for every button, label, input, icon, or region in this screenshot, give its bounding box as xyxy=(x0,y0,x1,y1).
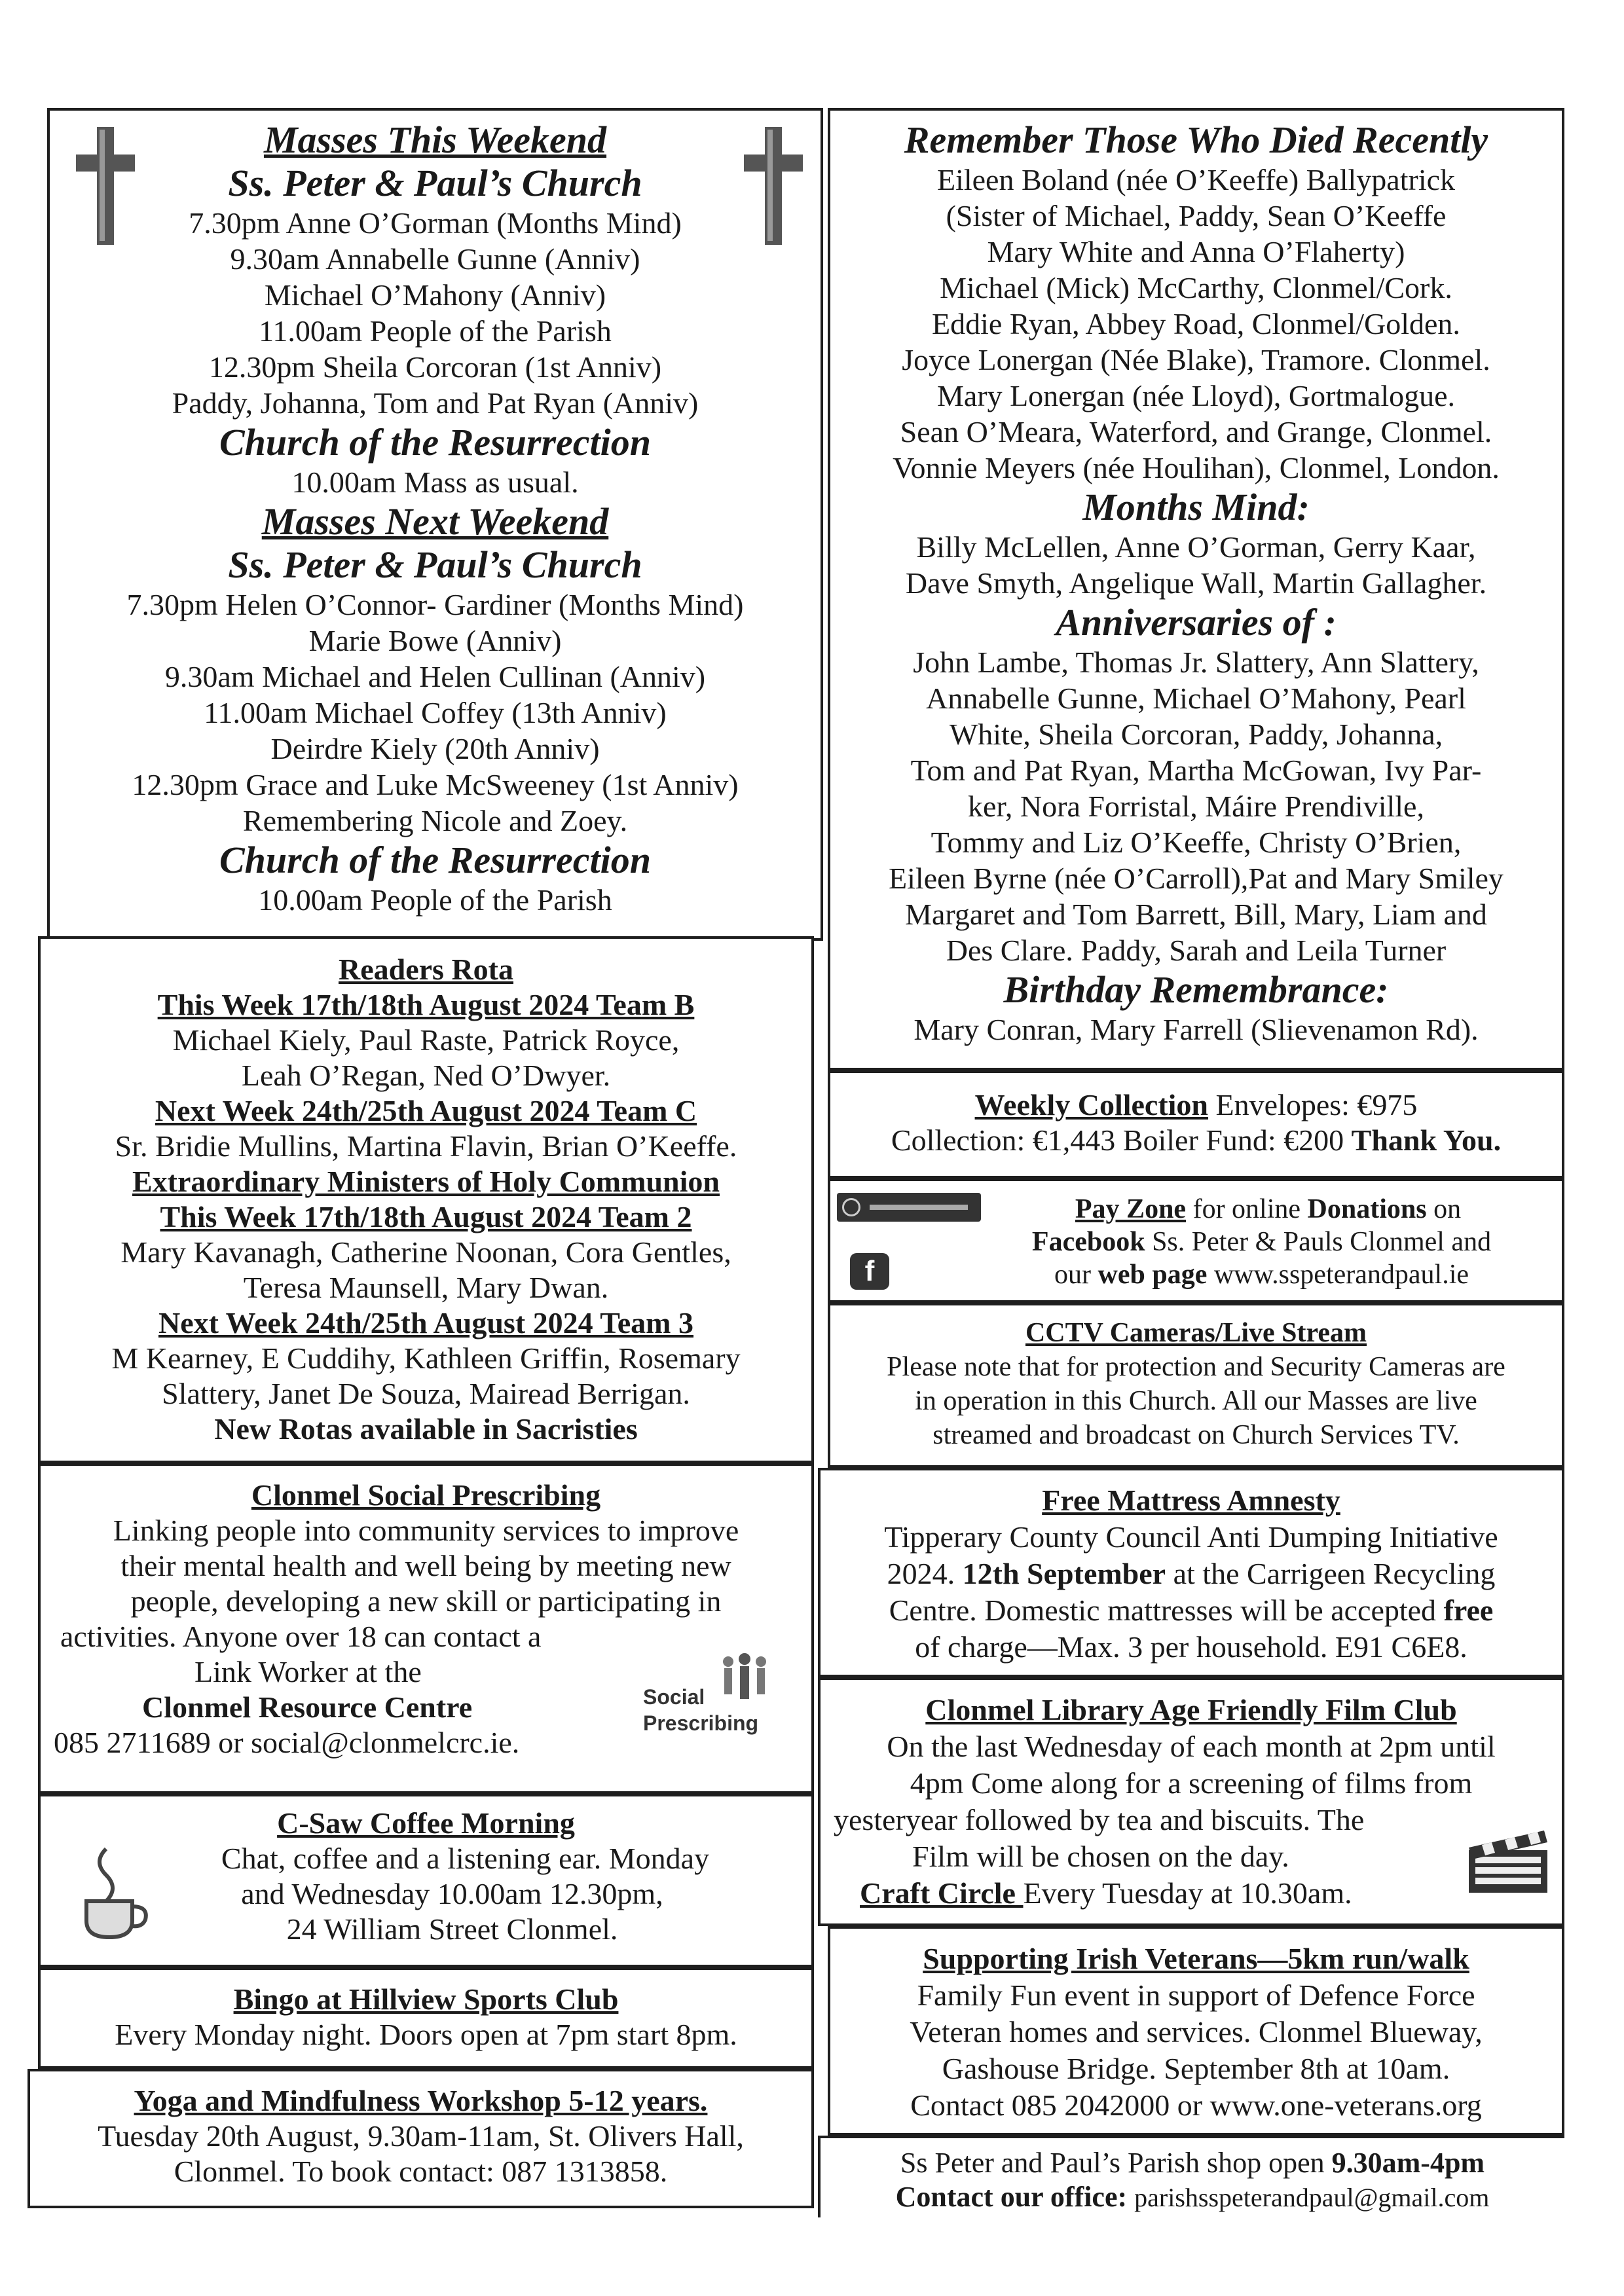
collection-box xyxy=(828,1070,1564,1178)
csaw-title: C-Saw Coffee Morning xyxy=(277,1806,575,1840)
shop-text: Ss Peter and Paul’s Parish shop open xyxy=(900,2147,1332,2179)
logo-text: Prescribing xyxy=(643,1711,759,1735)
rota-week-heading: This Week 17th/18th August 2024 Team 2 xyxy=(160,1200,692,1233)
masses-weekend-heading: Masses This Weekend xyxy=(263,118,607,161)
people-icon xyxy=(715,1652,774,1705)
library-line: yesteryear followed by tea and biscuits. The xyxy=(834,1803,1365,1836)
yoga-box xyxy=(28,2069,814,2208)
mass-line: 9.30am Michael and Helen Cullinan (Anniv) xyxy=(164,660,706,693)
readers-rota-title: Readers Rota xyxy=(339,953,513,986)
csaw-box xyxy=(38,1794,814,1967)
collection-envelopes: Envelopes: €975 xyxy=(1208,1088,1418,1121)
anniv-line: Tommy and Liz O’Keeffe, Christy O’Brien, xyxy=(931,826,1462,859)
remember-line: Michael (Mick) McCarthy, Clonmel/Cork. xyxy=(940,271,1452,304)
mattress-date: 12th September xyxy=(962,1557,1166,1590)
mass-line: Deirdre Kiely (20th Anniv) xyxy=(270,732,600,765)
collection-thanks: Thank You. xyxy=(1351,1123,1502,1157)
mass-line: Paddy, Johanna, Tom and Pat Ryan (Anniv) xyxy=(172,386,699,420)
parish-shop-box xyxy=(818,2136,1564,2217)
mattress-line: Tipperary County Council Anti Dumping Initiative xyxy=(884,1520,1498,1554)
mattress-box xyxy=(818,1468,1564,1677)
shop-hours: 9.30am-4pm xyxy=(1331,2147,1485,2179)
facebook-icon: f xyxy=(850,1253,889,1290)
anniv-line: Des Clare. Paddy, Sarah and Leila Turner xyxy=(946,934,1447,967)
contact-label: Contact our office: xyxy=(895,2181,1135,2213)
months-mind-line: Dave Smyth, Angelique Wall, Martin Gallagher. xyxy=(905,566,1487,600)
veterans-line: Veteran homes and services. Clonmel Blueway, xyxy=(910,2015,1483,2049)
logo-text: Social xyxy=(643,1685,705,1709)
birthday-line: Mary Conran, Mary Farrell (Slievenamon Rd). xyxy=(913,1013,1479,1046)
social-contact: 085 2711689 or social@clonmelcrc.ie. xyxy=(54,1726,520,1759)
masses-box xyxy=(47,108,823,941)
payzone-text: Donations xyxy=(1307,1194,1427,1224)
rota-week-heading: Next Week 24th/25th August 2024 Team C xyxy=(155,1094,697,1127)
mass-line: 9.30am Annabelle Gunne (Anniv) xyxy=(230,242,640,276)
rota-week-heading: Next Week 24th/25th August 2024 Team 3 xyxy=(158,1306,694,1339)
cross-icon xyxy=(744,127,803,245)
collection-amounts: Collection: €1,443 Boiler Fund: €200 xyxy=(891,1123,1352,1157)
cctv-line: Please note that for protection and Security Cameras are xyxy=(887,1352,1505,1382)
rota-names: Leah O’Regan, Ned O’Dwyer. xyxy=(241,1059,611,1092)
masses-next-heading: Masses Next Weekend xyxy=(261,500,609,543)
yoga-line: Tuesday 20th August, 9.30am-11am, St. Olivers Hall, xyxy=(98,2119,744,2153)
bingo-box xyxy=(38,1967,814,2069)
resource-centre: Clonmel Resource Centre xyxy=(142,1690,473,1724)
social-line: their mental health and well being by meeting new xyxy=(120,1549,731,1582)
mass-line: 10.00am People of the Parish xyxy=(258,883,612,917)
remember-line: Joyce Lonergan (Née Blake), Tramore. Clonmel. xyxy=(902,343,1490,376)
payzone-logo-bar xyxy=(870,1205,968,1210)
cctv-title: CCTV Cameras/Live Stream xyxy=(1025,1318,1367,1348)
payzone-url[interactable]: www.sspeterandpaul.ie xyxy=(1207,1260,1469,1290)
social-title: Clonmel Social Prescribing xyxy=(251,1478,601,1512)
remember-line: Mary White and Anna O’Flaherty) xyxy=(987,235,1405,268)
collection-title: Weekly Collection xyxy=(974,1088,1209,1121)
cross-icon xyxy=(76,127,135,245)
contact-email[interactable]: parishsspeterandpaul@gmail.com xyxy=(1134,2183,1490,2212)
anniv-line: ker, Nora Forristal, Máire Prendiville, xyxy=(968,790,1424,823)
payzone-text: on xyxy=(1426,1194,1462,1224)
months-mind-line: Billy McLellen, Anne O’Gorman, Gerry Kaar, xyxy=(916,530,1476,564)
months-mind-heading: Months Mind: xyxy=(1082,486,1310,528)
anniv-line: Tom and Pat Ryan, Martha McGowan, Ivy Par- xyxy=(910,754,1482,787)
remember-line: Eileen Boland (née O’Keeffe) Ballypatrick xyxy=(936,163,1456,196)
mass-line: 10.00am Mass as usual. xyxy=(291,465,579,499)
rota-week-heading: This Week 17th/18th August 2024 Team B xyxy=(157,988,695,1021)
mattress-line: 2024. xyxy=(887,1557,963,1590)
mass-line: 11.00am Michael Coffey (13th Anniv) xyxy=(204,696,667,729)
mass-line: 12.30pm Sheila Corcoran (1st Anniv) xyxy=(208,350,662,384)
bingo-title: Bingo at Hillview Sports Club xyxy=(233,1982,619,2016)
library-line: Film will be chosen on the day. xyxy=(912,1840,1289,1873)
social-line: Linking people into community services to improve xyxy=(113,1514,739,1547)
csaw-line: 24 William Street Clonmel. xyxy=(286,1912,618,1946)
cctv-line: in operation in this Church. All our Masses are live xyxy=(915,1386,1477,1416)
readers-rota-box xyxy=(38,936,814,1463)
birthday-heading: Birthday Remembrance: xyxy=(1003,968,1389,1011)
church-heading: Church of the Resurrection xyxy=(219,421,652,464)
mass-line: 12.30pm Grace and Luke McSweeney (1st Anniv) xyxy=(132,768,739,801)
anniv-line: Margaret and Tom Barrett, Bill, Mary, Liam and xyxy=(905,898,1487,931)
csaw-line: and Wednesday 10.00am 12.30pm, xyxy=(241,1877,663,1910)
cctv-line: streamed and broadcast on Church Services TV. xyxy=(932,1420,1460,1450)
church-heading: Ss. Peter & Paul’s Church xyxy=(228,162,642,204)
library-box xyxy=(818,1677,1564,1926)
rota-names: M Kearney, E Cuddihy, Kathleen Griffin, Rosemary xyxy=(111,1341,741,1375)
rota-names: Sr. Bridie Mullins, Martina Flavin, Brian O’Keeffe. xyxy=(115,1129,737,1163)
remember-line: (Sister of Michael, Paddy, Sean O’Keeffe xyxy=(946,199,1447,232)
bingo-text: Every Monday night. Doors open at 7pm start 8pm. xyxy=(115,2018,737,2051)
yoga-line: Clonmel. To book contact: 087 1313858. xyxy=(174,2155,668,2188)
mass-line: Marie Bowe (Anniv) xyxy=(308,624,562,657)
social-prescribing-box xyxy=(38,1463,814,1794)
mattress-free: free xyxy=(1443,1594,1494,1627)
payzone-logo xyxy=(837,1193,981,1222)
social-prescribing-logo xyxy=(643,1652,787,1751)
anniv-line: Annabelle Gunne, Michael O’Mahony, Pearl xyxy=(926,682,1466,715)
yoga-title: Yoga and Mindfulness Workshop 5-12 years. xyxy=(134,2084,708,2117)
remember-line: Vonnie Meyers (née Houlihan), Clonmel, London. xyxy=(893,451,1500,484)
csaw-line: Chat, coffee and a listening ear. Monday xyxy=(221,1842,710,1875)
veterans-line: Contact 085 2042000 or www.one-veterans.org xyxy=(910,2088,1482,2122)
church-heading: Church of the Resurrection xyxy=(219,839,652,881)
veterans-box xyxy=(828,1926,1564,2136)
veterans-line: Family Fun event in support of Defence Force xyxy=(917,1978,1475,2012)
social-line: Link Worker at the xyxy=(194,1655,422,1688)
mattress-line: at the Carrigeen Recycling xyxy=(1166,1557,1496,1590)
payzone-text: Facebook xyxy=(1031,1227,1145,1257)
remember-line: Sean O’Meara, Waterford, and Grange, Clonmel. xyxy=(900,415,1492,448)
payzone-text: for online xyxy=(1186,1194,1308,1224)
veterans-title: Supporting Irish Veterans—5km run/walk xyxy=(923,1942,1469,1975)
payzone-text: our xyxy=(1054,1260,1098,1290)
mass-line: 11.00am People of the Parish xyxy=(259,314,612,348)
remember-box xyxy=(828,108,1564,1070)
remember-line: Eddie Ryan, Abbey Road, Clonmel/Golden. xyxy=(932,307,1460,340)
library-line: On the last Wednesday of each month at 2pm until xyxy=(887,1730,1496,1763)
church-heading: Ss. Peter & Paul’s Church xyxy=(228,543,642,586)
remember-line: Mary Lonergan (née Lloyd), Gortmalogue. xyxy=(936,379,1456,412)
rota-names: Michael Kiely, Paul Raste, Patrick Royce, xyxy=(172,1023,680,1057)
anniv-line: White, Sheila Corcoran, Paddy, Johanna, xyxy=(949,718,1443,751)
mattress-line: Centre. Domestic mattresses will be accepted xyxy=(889,1594,1444,1627)
rota-names: Slattery, Janet De Souza, Mairead Berrigan. xyxy=(162,1377,690,1410)
anniversaries-heading: Anniversaries of : xyxy=(1056,601,1337,644)
ministers-heading: Extraordinary Ministers of Holy Communion xyxy=(132,1165,720,1198)
rota-names: Mary Kavanagh, Catherine Noonan, Cora Gentles, xyxy=(120,1235,731,1269)
mattress-title: Free Mattress Amnesty xyxy=(1042,1484,1340,1517)
anniv-line: Eileen Byrne (née O’Carroll),Pat and Mary Smiley xyxy=(889,862,1504,895)
payzone-text: web page xyxy=(1098,1260,1208,1290)
mass-line: Michael O’Mahony (Anniv) xyxy=(264,278,606,312)
rota-footer: New Rotas available in Sacristies xyxy=(214,1412,638,1446)
mattress-line: of charge—Max. 3 per household. E91 C6E8. xyxy=(915,1630,1467,1664)
library-title: Clonmel Library Age Friendly Film Club xyxy=(925,1693,1457,1726)
mass-line: 7.30pm Anne O’Gorman (Months Mind) xyxy=(189,206,682,240)
payzone-box xyxy=(828,1178,1564,1303)
anniv-line: John Lambe, Thomas Jr. Slattery, Ann Slattery, xyxy=(913,646,1479,679)
payzone-text: Ss. Peter & Pauls Clonmel and xyxy=(1145,1227,1492,1257)
social-line: activities. Anyone over 18 can contact a xyxy=(60,1620,542,1653)
craft-circle-time: Every Tuesday at 10.30am. xyxy=(1023,1876,1352,1910)
mass-line: 7.30pm Helen O’Connor- Gardiner (Months Mind) xyxy=(126,588,744,621)
coffee-cup-icon xyxy=(80,1842,152,1941)
payzone-logo-icon xyxy=(842,1198,860,1216)
remember-title: Remember Those Who Died Recently xyxy=(904,118,1488,161)
library-line: 4pm Come along for a screening of films from xyxy=(910,1766,1473,1800)
payzone-link[interactable]: Pay Zone xyxy=(1075,1194,1187,1224)
rota-names: Teresa Maunsell, Mary Dwan. xyxy=(243,1271,609,1304)
craft-circle: Craft Circle xyxy=(860,1876,1024,1910)
cctv-box xyxy=(828,1303,1564,1468)
social-line: people, developing a new skill or participating in xyxy=(130,1584,722,1618)
clapperboard-icon xyxy=(1466,1824,1551,1896)
mass-line: Remembering Nicole and Zoey. xyxy=(242,804,628,837)
veterans-line: Gashouse Bridge. September 8th at 10am. xyxy=(942,2052,1450,2085)
